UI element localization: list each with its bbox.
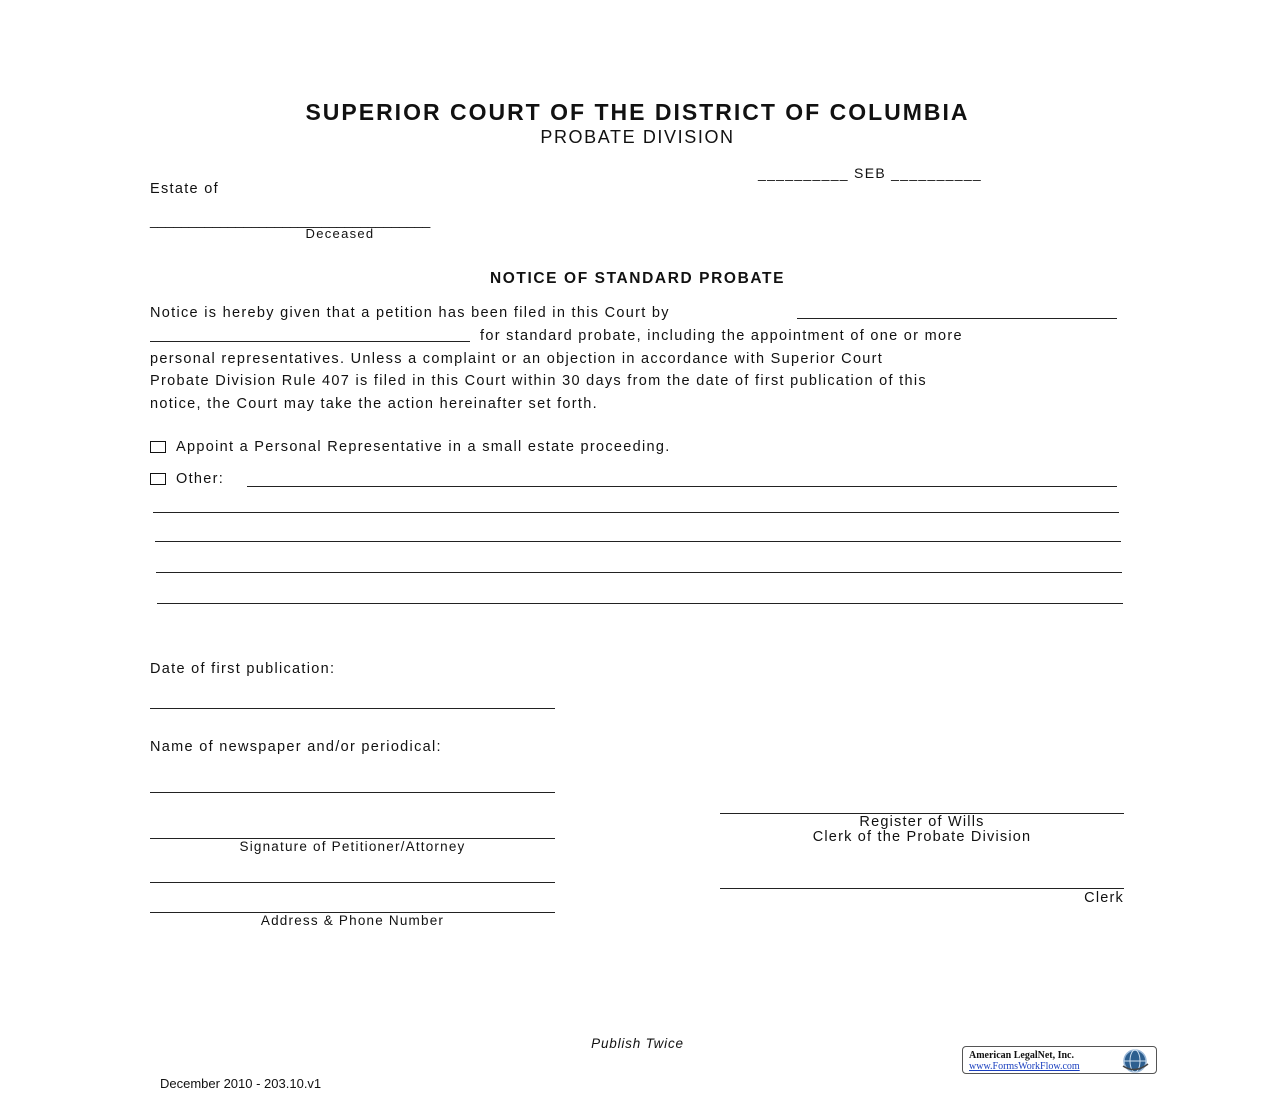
deceased-name-field[interactable]: ____________________________________ xyxy=(150,212,431,228)
estate-of-label: Estate of xyxy=(150,181,219,197)
globe-icon xyxy=(1120,1048,1150,1074)
logo-company-name: American LegalNet, Inc. xyxy=(969,1050,1074,1061)
other-field-line-0[interactable] xyxy=(247,486,1117,487)
date-first-publication-label: Date of first publication: xyxy=(150,661,336,677)
other-field-line-2[interactable] xyxy=(155,541,1121,542)
other-field-line-4[interactable] xyxy=(157,603,1123,604)
form-code: December 2010 - 203.10.v1 xyxy=(160,1076,322,1091)
notice-line-5: notice, the Court may take the action hereinafter set forth. xyxy=(150,396,598,413)
american-legalnet-logo[interactable] xyxy=(962,1046,1157,1074)
other-option-row[interactable] xyxy=(150,471,224,487)
register-of-wills-label: Register of Wills xyxy=(859,814,985,830)
notice-line-4: Probate Division Rule 407 is filed in this Court within 30 days from the date of first publication of this xyxy=(150,373,927,390)
petitioner-signature-label: Signature of Petitioner/Attorney xyxy=(239,839,466,854)
appoint-option-label: Appoint a Personal Representative in a small estate proceeding. xyxy=(176,439,671,455)
other-option-label: Other: xyxy=(176,471,225,487)
deceased-label: Deceased xyxy=(305,226,375,241)
address-phone-label: Address & Phone Number xyxy=(260,913,445,928)
petitioner-name-field-1[interactable] xyxy=(797,318,1117,319)
notice-line-3: personal representatives. Unless a complaint or an objection in accordance with Superior Court xyxy=(150,350,884,367)
other-field-line-3[interactable] xyxy=(156,572,1122,573)
seb-number-field[interactable]: __________ SEB __________ xyxy=(758,165,983,181)
clerk-signature-field[interactable] xyxy=(720,888,1124,889)
notice-line-2: for standard probate, including the appointment of one or more xyxy=(480,327,963,344)
notice-paragraph xyxy=(150,302,1130,416)
appoint-checkbox[interactable] xyxy=(150,441,166,453)
logo-website-link[interactable]: www.FormsWorkFlow.com xyxy=(969,1061,1080,1072)
appoint-option-row[interactable] xyxy=(150,439,671,455)
petitioner-name-field-2[interactable] xyxy=(150,341,470,342)
notice-title: NOTICE OF STANDARD PROBATE xyxy=(489,270,786,287)
clerk-probate-division-label: Clerk of the Probate Division xyxy=(812,829,1032,845)
division-title: PROBATE DIVISION xyxy=(540,127,735,147)
publish-twice-note: Publish Twice xyxy=(591,1036,684,1051)
notice-line-1: Notice is hereby given that a petition has been filed in this Court by xyxy=(150,305,670,321)
other-checkbox[interactable] xyxy=(150,473,166,485)
newspaper-label: Name of newspaper and/or periodical: xyxy=(150,739,442,755)
other-field-line-1[interactable] xyxy=(153,512,1119,513)
date-first-publication-field[interactable] xyxy=(150,708,555,709)
court-title: SUPERIOR COURT OF THE DISTRICT OF COLUMBIA xyxy=(305,99,970,125)
clerk-label: Clerk xyxy=(1084,890,1124,906)
address-field-1[interactable] xyxy=(150,882,555,883)
newspaper-field[interactable] xyxy=(150,792,555,793)
